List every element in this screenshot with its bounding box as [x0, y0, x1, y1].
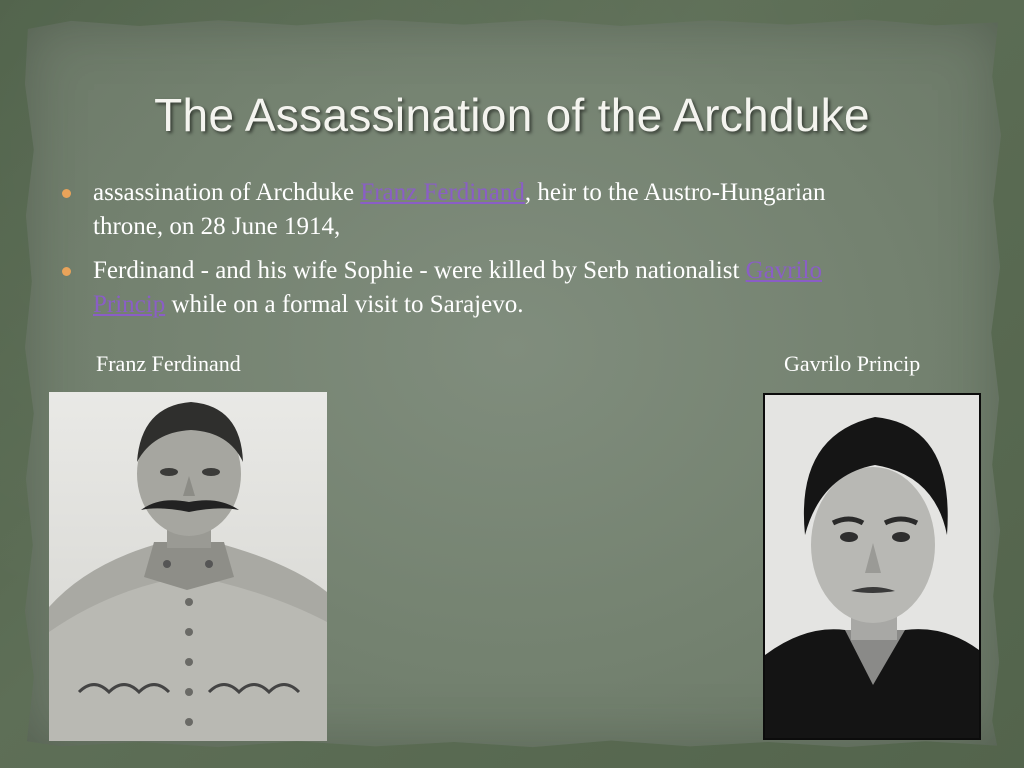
- gavrilo-princip-photo: [763, 393, 981, 740]
- caption-gavrilo-princip: Gavrilo Princip: [784, 351, 921, 376]
- bullet-text: while on a formal visit to Sarajevo.: [165, 291, 524, 318]
- caption-franz-ferdinand: Franz Ferdinand: [96, 351, 241, 376]
- franz-ferdinand-link[interactable]: Franz Ferdinand: [360, 179, 525, 206]
- bullet-text: , heir to the Austro-Hungarian throne, on 28 June 1914,: [93, 179, 826, 240]
- slide-title: The Assassination of the Archduke: [154, 89, 870, 141]
- gavrilo-princip-link[interactable]: Gavrilo Princip: [93, 257, 823, 318]
- franz-ferdinand-photo: [49, 392, 327, 741]
- bullet-item: [62, 176, 892, 244]
- bullet-text: Ferdinand - and his wife Sophie - were killed by Serb nationalist: [93, 257, 746, 284]
- bullet-dot-icon: [62, 189, 71, 198]
- bullet-item: [62, 254, 892, 322]
- bullet-dot-icon: [62, 267, 71, 276]
- bullet-text: assassination of Archduke: [93, 179, 361, 206]
- bullet-list: [62, 176, 892, 332]
